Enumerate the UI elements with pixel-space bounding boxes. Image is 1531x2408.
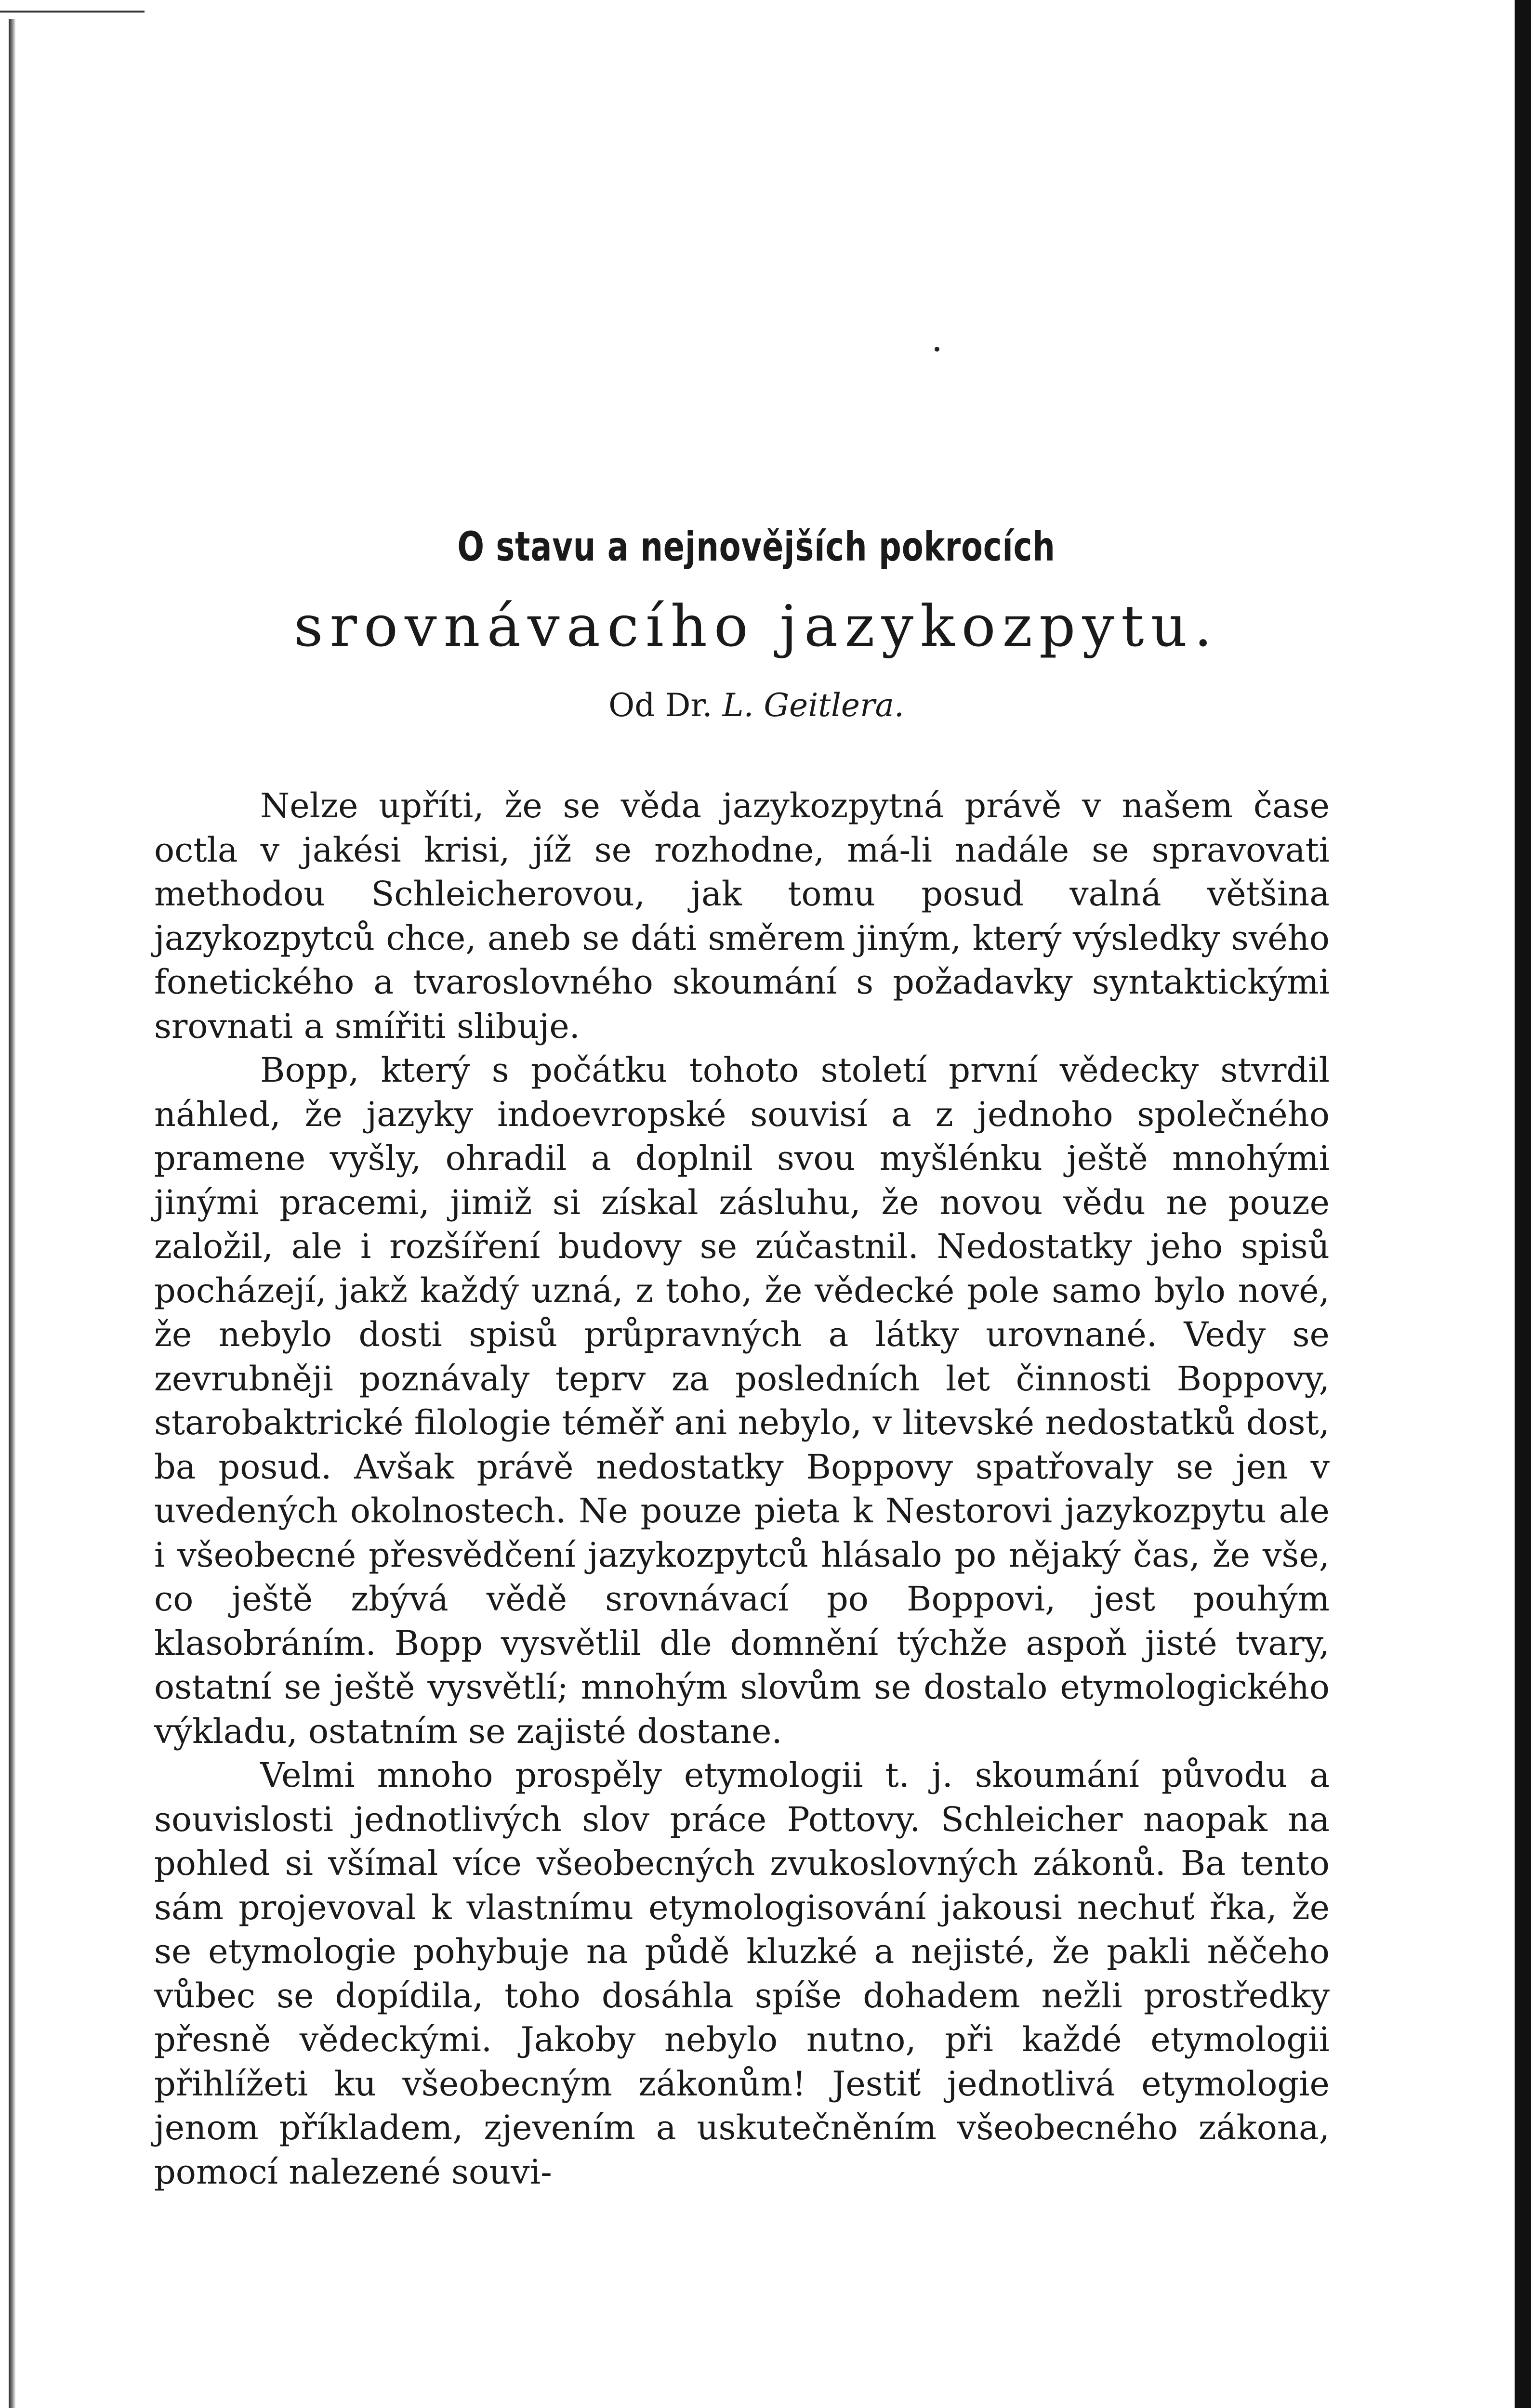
scan-edge-right: [1515, 0, 1531, 2408]
byline-author: L. Geitlera.: [722, 687, 904, 724]
page-content: [154, 520, 1330, 2194]
paragraph: Bopp, který s počátku tohoto století první vědecky stvrdil náhled, že jazyky indoevropské souvisí a z jednoho společného pramene vyšly, ohradil a doplnil svou myšlénku ještě mnohými jinými pracemi, jimiž si získal zásluhu, že novou vědu ne pouze založil, ale i rozšíření budovy se zúčastnil. Nedostatky jeho spisů pocházejí, jakž každý uzná, z toho, že vědecké pole samo bylo nové, že nebylo dosti spisů průpravných a látky urovnané. Vedy se zevrubněji poznávaly teprv za posledních let činnosti Boppovy, starobaktrické filologie téměř ani nebylo, v litevské nedostatků dost, ba posud. Avšak právě nedostatky Boppovy spatřovaly se jen v uvedených okolnostech. Ne pouze pieta k Nestorovi jazykozpytu ale i všeobecné přesvědčení jazykozpytců hlásalo po nějaký čas, že vše, co ještě zbývá vědě srovnávací po Boppovi, jest pouhým klasobráním. Bopp vysvětlil dle domnění týchže aspoň jisté tvary, ostatní se ještě vysvětlí; mnohým slovům se dostalo etymologického výkladu, ostatním se zajisté dostane.: [154, 1050, 1330, 1751]
article-body: [154, 784, 1330, 2194]
byline-prefix: Od Dr.: [608, 687, 713, 724]
article-subtitle: srovnávacího jazykozpytu.: [293, 593, 1219, 659]
scan-edge-left: [9, 19, 15, 2408]
paragraph: Velmi mnoho prospěly etymologii t. j. skoumání původu a souvislosti jednotlivých slov práce Pottovy. Schleicher naopak na pohled si všímal více všeobecných zvukoslovných zákonů. Ba tento sám projevoval k vlastnímu etymologisování jakousi nechuť řka, že se etymologie pohybuje na půdě kluzké a nejisté, že pakli něčeho vůbec se dopídila, toho dosáhla spíše dohadem nežli prostředky přesně vědeckými. Jakoby nebylo nutno, při každé etymologii přihlížeti ku všeobecným zákonům! Jestiť jednotlivá etymologie jenom příkladem, zjevením a uskutečněním všeobecného zákona, pomocí nalezené souvi-: [154, 1755, 1330, 2192]
paragraph: Nelze upříti, že se věda jazykozpytná právě v našem čase octla v jakési krisi, jíž se rozhodne, má-li nadále se spravovati methodou Schleicherovou, jak tomu posud valná většina jazykozpytců chce, aneb se dáti směrem jiným, který výsledky svého fonetického a tvaroslovného skoumání s požadavky syntaktickými srovnati a smířiti slibuje.: [154, 786, 1330, 1046]
scan-edge-top: [0, 11, 145, 13]
ink-speck: [935, 347, 939, 352]
byline: [183, 684, 1330, 727]
article-heading: [183, 520, 1330, 727]
article-title: O stavu a nejnovějších pokrocích: [457, 523, 1056, 570]
